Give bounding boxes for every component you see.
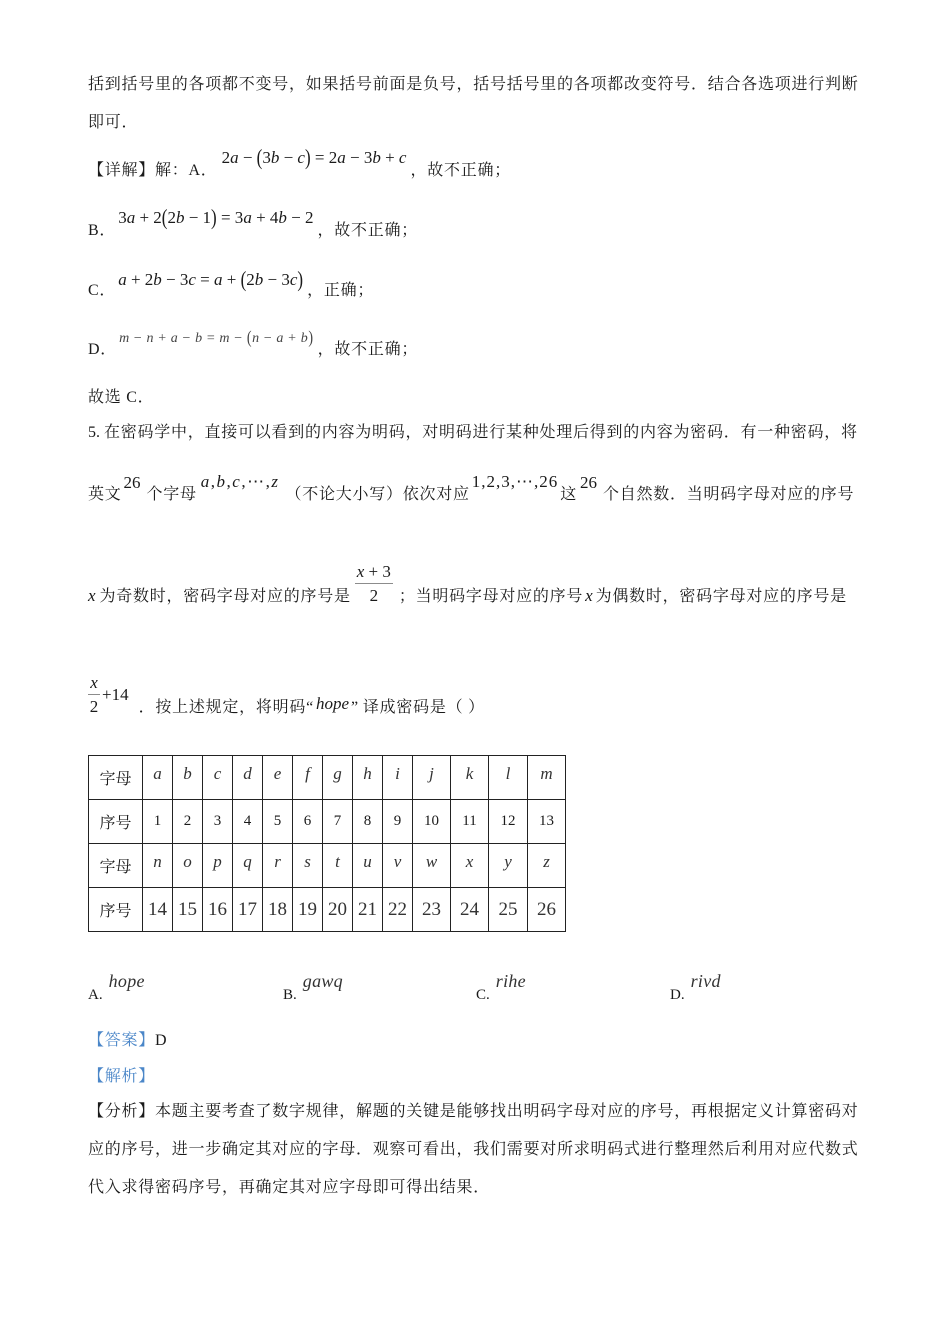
table-cell-number: 23: [413, 888, 451, 932]
detail-option-c: [88, 267, 375, 302]
analysis-line-1: 【分析】本题主要考查了数字规律，解题的关键是能够找出明码字母对应的序号，再根据定义计算密码对: [88, 1103, 859, 1120]
table-cell-number: 3: [203, 800, 233, 844]
analysis-line-3: 代入求得密码序号，再确定其对应字母即可得出结果．: [88, 1179, 491, 1196]
detail-verdict-c: ，正确；: [307, 282, 375, 299]
q3-variable-x-a: x: [88, 586, 96, 605]
intro-line-2: 即可．: [88, 114, 139, 131]
table-cell-number: 21: [353, 888, 383, 932]
table-cell-letter: h: [353, 756, 383, 800]
table-cell-number: 13: [528, 800, 566, 844]
option-d-value: rivd: [690, 971, 721, 991]
even-fraction: [88, 673, 100, 717]
open-quote: “: [306, 699, 314, 716]
table-cell-number: 7: [323, 800, 353, 844]
question-line-1: [88, 421, 858, 445]
table-cell-number: 1: [143, 800, 173, 844]
q3-text-2: ；当明码字母对应的序号: [398, 588, 584, 605]
table-cell-letter: m: [528, 756, 566, 800]
option-b-value: gawq: [302, 971, 343, 991]
odd-fraction-numerator: x + 3: [356, 562, 391, 581]
table-cell-letter: y: [489, 844, 528, 888]
letter-number-table: [88, 755, 566, 932]
question-line-4: [88, 673, 485, 718]
table-cell-number: 18: [263, 888, 293, 932]
table-cell-number: 22: [383, 888, 413, 932]
table-cell-number: 25: [489, 888, 528, 932]
question-line-3: [88, 562, 847, 607]
table-cell-letter: x: [451, 844, 489, 888]
table-cell-number: 24: [451, 888, 489, 932]
table-cell-number: 16: [203, 888, 233, 932]
row-header: 序号: [89, 888, 143, 932]
table-row: [89, 756, 566, 800]
table-cell-letter: k: [451, 756, 489, 800]
answer-value: D: [155, 1032, 167, 1049]
table-cell-number: 19: [293, 888, 323, 932]
table-cell-letter: f: [293, 756, 323, 800]
table-cell-number: 20: [323, 888, 353, 932]
q2-text-5: 个自然数．当明码字母对应的序号: [602, 486, 855, 503]
odd-fraction: [355, 562, 393, 606]
detail-math-a: 2a − (3b − c) = 2a − 3b + c: [221, 145, 407, 170]
plaintext-word: hope: [315, 694, 350, 713]
detail-verdict-b: ，故不正确；: [317, 222, 419, 239]
option-a-value: hope: [108, 971, 145, 991]
even-addend: +14: [102, 685, 129, 704]
q2-text-1: 英文: [88, 486, 122, 503]
option-a: [88, 971, 145, 1005]
option-a-label: A.: [88, 987, 103, 1003]
table-cell-number: 15: [173, 888, 203, 932]
table-row: [89, 888, 566, 932]
question-line-2: [88, 472, 855, 506]
q2-text-4: 这: [560, 486, 577, 503]
q4-text-2: 译成密码是（ ）: [362, 699, 485, 716]
table-row: [89, 844, 566, 888]
table-cell-letter: d: [233, 756, 263, 800]
table-cell-number: 14: [143, 888, 173, 932]
table-cell-number: 11: [451, 800, 489, 844]
q2-number-26-b: 26: [579, 473, 597, 492]
detail-label-b: B．: [88, 222, 117, 239]
table-cell-number: 10: [413, 800, 451, 844]
option-d: [670, 971, 721, 1005]
option-b: [283, 971, 343, 1005]
table-cell-letter: o: [173, 844, 203, 888]
detail-verdict-a: ，故不正确；: [410, 162, 511, 179]
table-cell-letter: i: [383, 756, 413, 800]
table-cell-letter: e: [263, 756, 293, 800]
detail-conclusion: 故选 C．: [88, 389, 155, 406]
analysis-line-2: 应的序号，进一步确定其对应的字母．观察可看出，我们需要对所求明码式进行整理然后利用对应代数式: [88, 1141, 859, 1158]
q2-number-26-a: 26: [123, 473, 141, 492]
detail-label-c: C．: [88, 282, 117, 299]
even-fraction-denominator: 2: [88, 694, 100, 717]
option-d-label: D.: [670, 987, 685, 1003]
q3-text-3: 为偶数时，密码字母对应的序号是: [595, 588, 847, 605]
answer-line: [88, 1029, 167, 1053]
table-cell-letter: p: [203, 844, 233, 888]
table-cell-letter: r: [263, 844, 293, 888]
detail-label-d: D．: [88, 341, 118, 358]
table-cell-letter: s: [293, 844, 323, 888]
row-header: 序号: [89, 800, 143, 844]
detail-verdict-d: ，故不正确；: [317, 341, 419, 358]
q4-text-1: ．按上述规定，将明码: [138, 699, 307, 716]
analysis-heading: 【解析】: [88, 1068, 156, 1085]
detail-label-a: 【详解】解：A．: [88, 162, 218, 179]
detail-option-a: [88, 145, 511, 182]
q3-text-1: 为奇数时，密码字母对应的序号是: [99, 588, 351, 605]
table-cell-letter: u: [353, 844, 383, 888]
q3-variable-x-b: x: [585, 586, 593, 605]
table-cell-number: 9: [383, 800, 413, 844]
q2-number-list: 1,2,3,⋯,26: [471, 472, 559, 491]
table-cell-letter: l: [489, 756, 528, 800]
table-cell-letter: q: [233, 844, 263, 888]
detail-math-d: m − n + a − b = m − (n − a + b): [119, 328, 314, 349]
detail-math-c: a + 2b − 3c = a + (2b − 3c): [118, 267, 304, 292]
table-cell-number: 5: [263, 800, 293, 844]
answer-label: 【答案】: [88, 1032, 156, 1049]
table-cell-letter: c: [203, 756, 233, 800]
table-cell-number: 26: [528, 888, 566, 932]
table-cell-number: 12: [489, 800, 528, 844]
table-cell-number: 17: [233, 888, 263, 932]
option-c: [476, 971, 526, 1005]
table-cell-number: 2: [173, 800, 203, 844]
table-cell-letter: a: [143, 756, 173, 800]
odd-fraction-denominator: 2: [355, 583, 393, 606]
table-cell-letter: w: [413, 844, 451, 888]
table-cell-letter: t: [323, 844, 353, 888]
table-cell-letter: z: [528, 844, 566, 888]
row-header: 字母: [89, 844, 143, 888]
table-cell-letter: v: [383, 844, 413, 888]
question-text-1: 在密码学中，直接可以看到的内容为明码，对明码进行某种处理后得到的内容为密码．有一种密码，将: [104, 424, 858, 441]
row-header: 字母: [89, 756, 143, 800]
q2-text-3: （不论大小写）依次对应: [285, 486, 470, 503]
close-quote: ”: [351, 699, 359, 716]
option-b-label: B.: [283, 987, 297, 1003]
detail-option-d: [88, 328, 419, 362]
q2-text-2: 个字母: [146, 486, 197, 503]
detail-math-b: 3a + 2(2b − 1) = 3a + 4b − 2: [118, 205, 314, 230]
table-cell-letter: j: [413, 756, 451, 800]
intro-line-1: 括到括号里的各项都不变号，如果括号前面是负号，括号括号里的各项都改变符号．结合各选项进行判断: [88, 76, 859, 93]
table-cell-letter: g: [323, 756, 353, 800]
table-cell-letter: n: [143, 844, 173, 888]
detail-option-b: [88, 205, 419, 242]
table-cell-number: 4: [233, 800, 263, 844]
table-cell-number: 8: [353, 800, 383, 844]
option-c-value: rihe: [495, 971, 526, 991]
option-c-label: C.: [476, 987, 490, 1003]
table-cell-letter: b: [173, 756, 203, 800]
question-number: 5.: [88, 424, 100, 441]
q2-letter-list: a,b,c,⋯,z: [200, 472, 280, 491]
table-cell-number: 6: [293, 800, 323, 844]
even-fraction-numerator: x: [90, 673, 98, 692]
table-row: [89, 800, 566, 844]
